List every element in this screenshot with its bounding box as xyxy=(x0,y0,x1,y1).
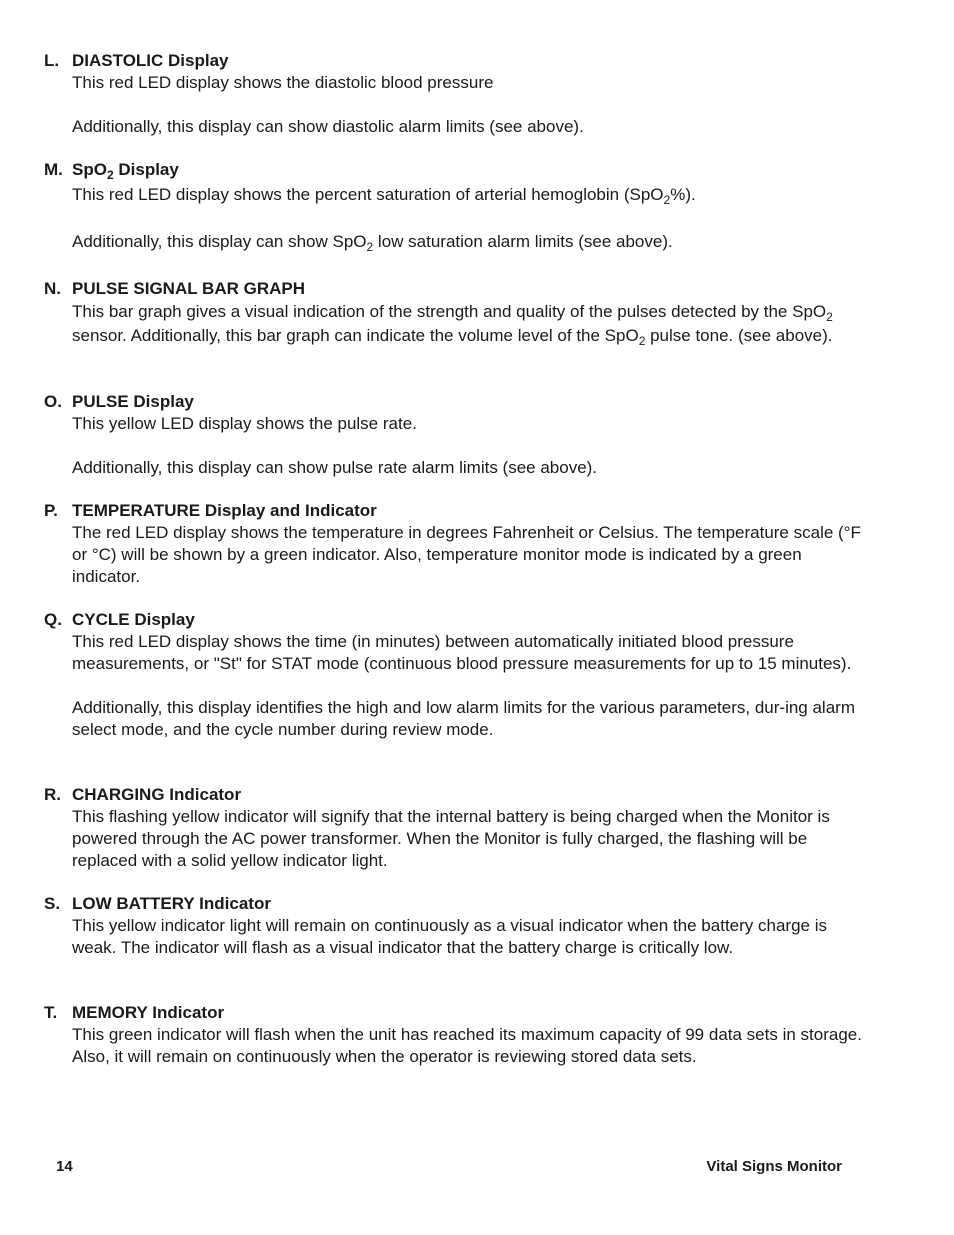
section-r-charging xyxy=(44,784,874,872)
section-heading xyxy=(44,159,874,181)
section-title: CHARGING Indicator xyxy=(72,785,242,804)
section-heading xyxy=(44,893,874,915)
subscript: 2 xyxy=(826,310,833,324)
section-paragraph: This flashing yellow indicator will signify that the internal battery is being charged when the Monitor is powered through the AC power transformer. When the Monitor is fully charged, the flashing will be replaced with a solid yellow indicator light. xyxy=(72,807,830,870)
text-run: low saturation alarm limits (see above). xyxy=(373,232,673,251)
section-heading xyxy=(44,278,874,300)
text-run: This bar graph gives a visual indication of the strength and quality of the pulses detected by the SpO xyxy=(72,302,827,321)
section-letter: T. xyxy=(44,1003,58,1022)
section-paragraph: Additionally, this display can show pulse rate alarm limits (see above). xyxy=(72,458,598,477)
text-run: Additionally, this display can show SpO xyxy=(72,232,367,251)
page-number: 14 xyxy=(56,1158,73,1175)
section-letter: M. xyxy=(44,160,63,179)
section-letter: L. xyxy=(44,51,60,70)
section-p-temperature xyxy=(44,500,874,588)
text-run: %). xyxy=(670,185,696,204)
section-paragraph: This yellow indicator light will remain on continuously as a visual indicator when the battery charge is weak. The indicator will flash as a visual indicator that the battery charge is critically low. xyxy=(72,916,827,957)
section-heading xyxy=(44,50,874,72)
section-title: MEMORY Indicator xyxy=(72,1003,225,1022)
section-o-pulse xyxy=(44,391,874,479)
section-paragraph: Additionally, this display can show diastolic alarm limits (see above). xyxy=(72,117,584,136)
section-title-part: SpO xyxy=(72,160,107,179)
text-run: sensor. Additionally, this bar graph can indicate the volume level of the SpO xyxy=(72,325,639,345)
section-paragraph xyxy=(72,231,874,253)
section-paragraph xyxy=(72,300,874,347)
section-s-low-battery xyxy=(44,893,874,959)
section-letter: Q. xyxy=(44,610,62,629)
document-title: Vital Signs Monitor xyxy=(706,1158,842,1175)
section-paragraph: This yellow LED display shows the pulse rate. xyxy=(72,414,417,433)
section-heading xyxy=(44,784,874,806)
section-paragraph: This red LED display shows the time (in minutes) between automatically initiated blood pressure measurements, or "St" for STAT mode (continuous blood pressure measurements for up to 15 minutes). xyxy=(72,632,852,673)
section-q-cycle xyxy=(44,609,874,741)
section-n-pulse-signal-bar-graph xyxy=(44,278,874,347)
section-heading xyxy=(44,500,874,522)
subscript: 2 xyxy=(366,240,374,254)
section-paragraph: The red LED display shows the temperature in degrees Fahrenheit or Celsius. The temperature scale (°F or °C) will be shown by a green indicator. Also, temperature monitor mode is indicated by a green indicator. xyxy=(72,523,861,586)
section-letter: R. xyxy=(44,785,61,804)
section-heading xyxy=(44,391,874,413)
section-paragraph xyxy=(72,184,874,206)
section-title: LOW BATTERY Indicator xyxy=(72,894,271,913)
section-title: DIASTOLIC Display xyxy=(72,51,229,70)
section-letter: O. xyxy=(44,392,62,411)
text-run: This red LED display shows the percent saturation of arterial hemoglobin (SpO xyxy=(72,185,664,204)
section-heading xyxy=(44,609,874,631)
subscript: 2 xyxy=(638,333,646,348)
subscript: 2 xyxy=(663,193,671,207)
section-title: PULSE Display xyxy=(72,392,194,411)
section-letter: S. xyxy=(44,894,61,913)
section-t-memory xyxy=(44,1002,874,1068)
section-title-part: Display xyxy=(113,160,179,179)
section-letter: P. xyxy=(44,501,58,520)
section-m-spo2 xyxy=(44,159,874,253)
section-title: PULSE SIGNAL BAR GRAPH xyxy=(72,279,305,298)
section-heading xyxy=(44,1002,874,1024)
section-letter: N. xyxy=(44,279,61,298)
section-l-diastolic xyxy=(44,50,874,138)
subscript: 2 xyxy=(106,168,114,182)
section-title: CYCLE Display xyxy=(72,610,195,629)
section-paragraph: This red LED display shows the diastolic blood pressure xyxy=(72,73,494,92)
section-title: TEMPERATURE Display and Indicator xyxy=(72,501,377,520)
section-paragraph: Additionally, this display identifies the high and low alarm limits for the various parameters, dur-ing alarm select mode, and the cycle number during review mode. xyxy=(72,698,855,739)
section-paragraph: This green indicator will flash when the unit has reached its maximum capacity of 99 data sets in storage. Also, it will remain on continuously when the operator is reviewing stored data sets. xyxy=(72,1025,862,1066)
text-run: pulse tone. (see above). xyxy=(645,325,833,345)
